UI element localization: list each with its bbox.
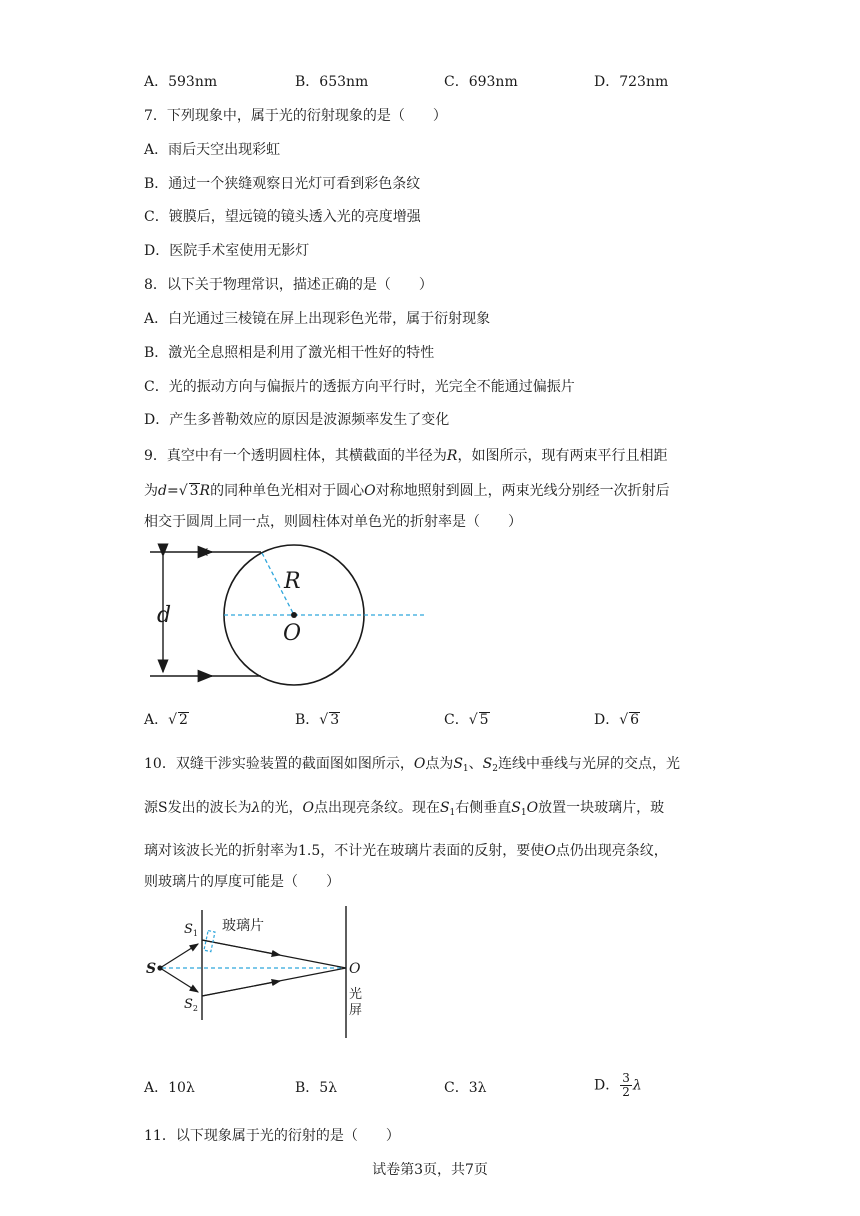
- q8-option-a: A．白光通过三棱镜在屏上出现彩色光带，属于衍射现象: [144, 311, 491, 327]
- q10-var-o: O: [302, 800, 314, 816]
- sqrt-radicand: 5: [479, 712, 489, 728]
- option-label: D．: [594, 1077, 620, 1094]
- option-label: C．: [444, 712, 469, 728]
- q9-option-c: [444, 710, 490, 730]
- label-s1: $S_1$: [184, 922, 198, 938]
- q9-option-a: [144, 710, 189, 730]
- q7-option-a: A．雨后天空出现彩虹: [144, 142, 281, 158]
- label-screen-2: 屏: [349, 1003, 363, 1018]
- center-point: [291, 612, 297, 618]
- label-r: R: [284, 569, 301, 594]
- sqrt-radicand: 3: [189, 483, 199, 499]
- sqrt-symbol: √ 3: [178, 483, 199, 499]
- label-glass: 玻璃片: [222, 918, 264, 934]
- option-label: B．: [295, 1080, 320, 1096]
- q7-option-c: C．镀膜后，望远镜的镜头透入光的亮度增强: [144, 209, 421, 225]
- q10-text: 璃对该波长光的折射率为1.5，不计光在玻璃片表面的反射，要使: [144, 843, 545, 859]
- q9-text: 的同种单色光相对于圆心: [210, 483, 365, 499]
- q10-option-b: [295, 1078, 337, 1098]
- q10-option-a: [144, 1078, 195, 1098]
- sqrt-symbol: √ 5: [468, 712, 489, 728]
- q9-equals: =: [166, 483, 179, 499]
- q7-option-b: B．通过一个狭缝观察日光灯可看到彩色条纹: [144, 176, 421, 192]
- sqrt-symbol: √ 2: [168, 712, 188, 728]
- q10-var-lambda: λ: [251, 800, 261, 816]
- q6-option-a: A．593nm: [144, 74, 218, 90]
- q9-var-o: O: [364, 483, 376, 499]
- q7-option-d: D．医院手术室使用无影灯: [144, 243, 310, 259]
- q9-option-b: [295, 710, 340, 730]
- q8-option-b: B．激光全息照相是利用了激光相干性好的特性: [144, 345, 435, 361]
- q9-text: ，如图所示，现有两束平行且相距: [457, 448, 668, 464]
- q8-stem: 8．以下关于物理常识，描述正确的是（ ）: [144, 277, 433, 293]
- option-value: 10λ: [168, 1080, 195, 1096]
- q9-var-d: d: [158, 483, 167, 499]
- q10-var-s: S: [453, 756, 463, 772]
- q10-text: 点为: [425, 756, 454, 772]
- q10-text: 右侧垂直: [455, 800, 512, 816]
- label-s2: $S_2$: [184, 997, 198, 1013]
- sqrt-symbol: √ 3: [319, 712, 340, 728]
- sqrt-symbol: √ 6: [619, 712, 640, 728]
- label-o: O: [349, 961, 361, 977]
- q10-text: 放置一块玻璃片，玻: [538, 800, 665, 816]
- q10-text: 10．双缝干涉实验装置的截面图如图所示，: [144, 756, 414, 772]
- fraction: [620, 1072, 632, 1099]
- sqrt-radicand: 3: [330, 712, 340, 728]
- q10-text: 连线中垂线与光屏的交点，光: [497, 756, 680, 772]
- q9-text: 为: [144, 483, 158, 499]
- q9-stem-line3: 相交于圆周上同一点，则圆柱体对单色光的折射率是（ ）: [144, 514, 522, 530]
- q10-stem-line4: 则玻璃片的厚度可能是（ ）: [144, 874, 340, 890]
- q10-double-slit-figure: [140, 900, 380, 1040]
- subscript: 1: [449, 808, 456, 818]
- subscript: 2: [492, 764, 498, 774]
- q10-var-s: S: [511, 800, 521, 816]
- q10-text: 点仍出现亮条纹，: [555, 843, 668, 859]
- label-o: O: [283, 621, 302, 646]
- q6-option-c: C．693nm: [444, 74, 518, 90]
- option-value: 5λ: [319, 1080, 338, 1096]
- q9-stem-line1: [144, 446, 667, 466]
- q9-var-r: R: [199, 483, 211, 499]
- q10-text: 、: [468, 756, 483, 772]
- q6-option-b: B．653nm: [295, 74, 369, 90]
- q8-option-c: C．光的振动方向与偏振片的透振方向平行时，光完全不能通过偏振片: [144, 379, 575, 395]
- q10-text: 点出现亮条纹。现在: [313, 800, 440, 816]
- option-label: B．: [295, 712, 320, 728]
- q10-var-s: S: [482, 756, 493, 772]
- label-screen-1: 光: [349, 987, 363, 1002]
- option-label: A．: [144, 712, 169, 728]
- option-value: λ: [632, 1077, 642, 1094]
- q6-option-d: D．723nm: [594, 74, 669, 90]
- page-footer: 试卷第3页，共7页: [372, 1162, 488, 1178]
- sqrt-radicand: 6: [630, 712, 640, 728]
- q10-option-c: [444, 1078, 487, 1098]
- option-value: 3λ: [468, 1080, 487, 1096]
- fraction-numerator: 3: [622, 1071, 630, 1085]
- option-label: C．: [444, 1080, 469, 1096]
- label-s: S: [146, 961, 157, 977]
- q9-circle-figure: [140, 540, 440, 700]
- q10-var-s: S: [439, 800, 450, 816]
- q9-var-r: R: [446, 448, 458, 464]
- q10-stem-line2: [144, 798, 664, 823]
- option-label: A．: [144, 1080, 169, 1096]
- q7-stem: 7．下列现象中，属于光的衍射现象的是（ ）: [144, 108, 447, 124]
- q10-stem-line3: [144, 841, 668, 861]
- q10-var-o: O: [526, 800, 539, 816]
- q8-option-d: D．产生多普勒效应的原因是波源频率发生了变化: [144, 412, 450, 428]
- q10-text: 源S发出的波长为: [144, 800, 252, 816]
- fraction-denominator: 2: [622, 1085, 630, 1099]
- q10-stem-line1: [144, 754, 680, 779]
- source-point: [157, 965, 162, 970]
- q9-option-d: [594, 710, 640, 730]
- q10-var-o: O: [544, 843, 556, 859]
- q9-stem-line2: [144, 481, 670, 501]
- q9-text: 对称地照射到圆上，两束光线分别经一次折射后: [375, 483, 670, 499]
- subscript: 1: [462, 764, 469, 774]
- subscript: 1: [520, 808, 527, 818]
- q10-option-d: [594, 1072, 642, 1099]
- q11-stem: 11．以下现象属于光的衍射的是（ ）: [144, 1128, 400, 1144]
- label-d: d: [157, 603, 172, 628]
- q9-text: 9．真空中有一个透明圆柱体，其横截面的半径为: [144, 448, 447, 464]
- q10-text: 的光，: [260, 800, 303, 816]
- sqrt-radicand: 2: [179, 712, 188, 728]
- option-label: D．: [594, 712, 620, 728]
- q10-var-o: O: [413, 756, 426, 772]
